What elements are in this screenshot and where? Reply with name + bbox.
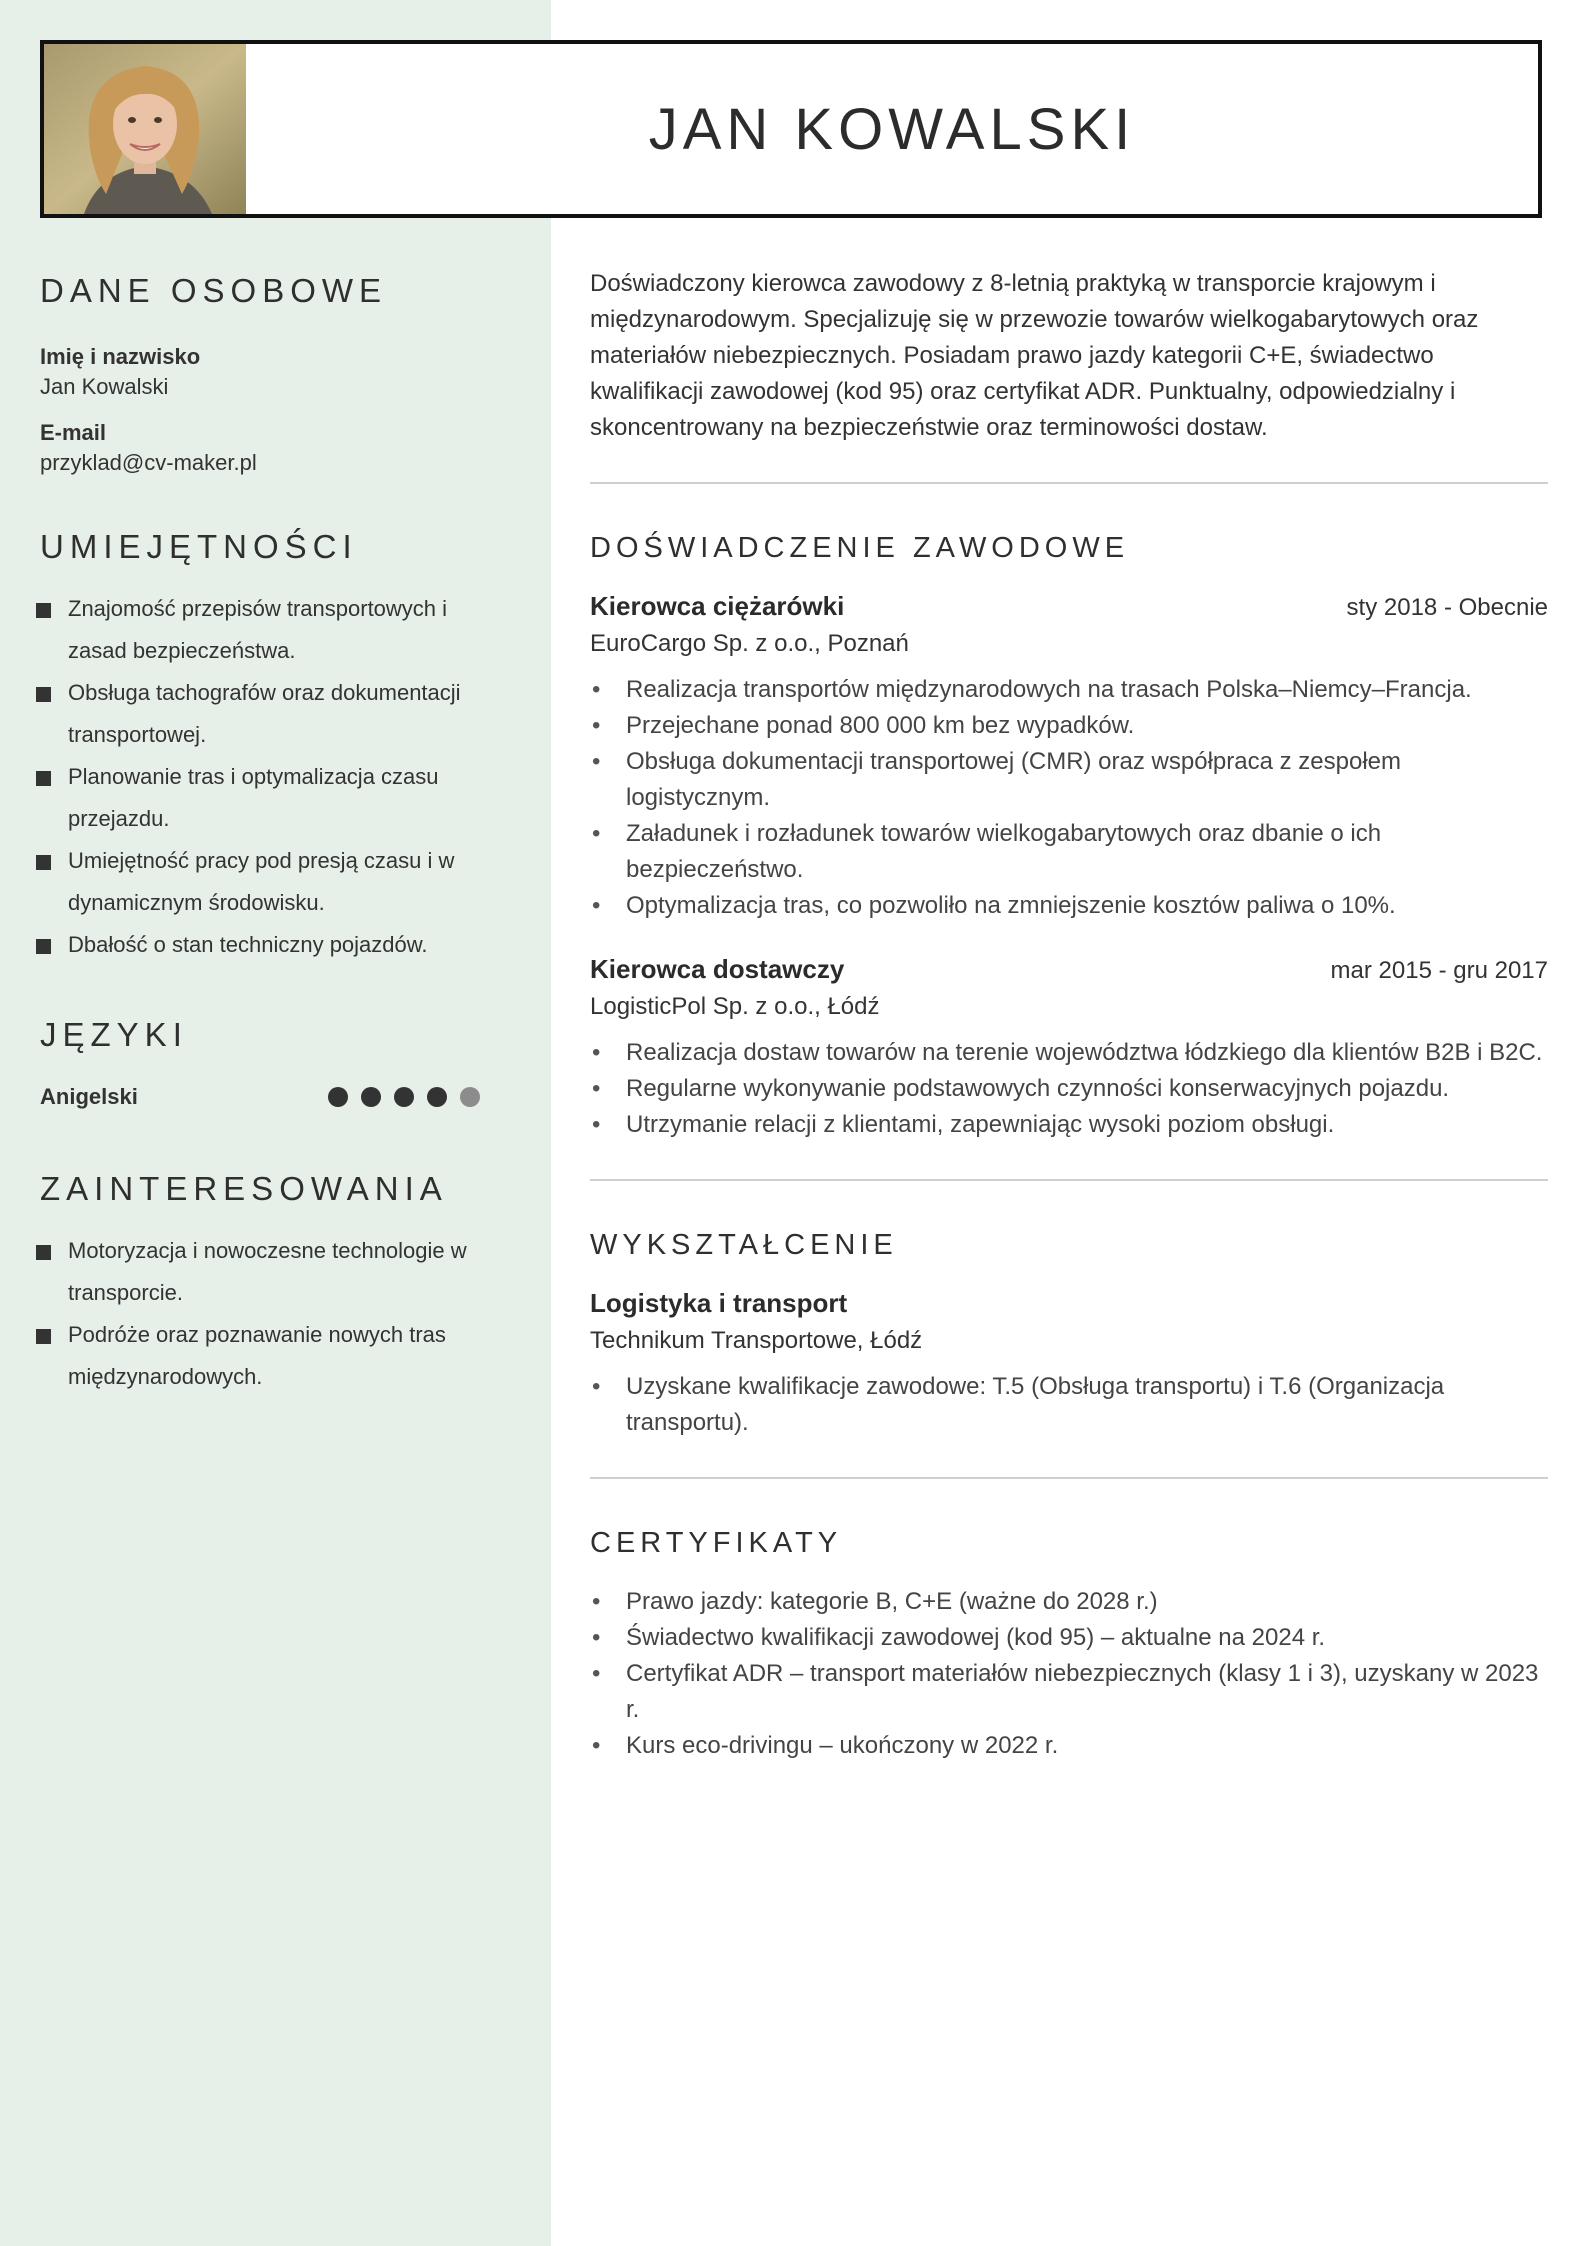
job-bullet: • Obsługa dokumentacji transportowej (CMR) oraz współpraca z zespołem logistycznym.: [590, 744, 1548, 816]
job-date: sty 2018 - Obecnie: [1346, 594, 1548, 621]
skills-list: [40, 588, 500, 966]
job-company: EuroCargo Sp. z o.o., Poznań: [590, 630, 909, 657]
job-bullet: • Optymalizacja tras, co pozwoliło na zmniejszenie kosztów paliwa o 10%.: [590, 888, 1548, 924]
full-name-value: Jan Kowalski: [40, 374, 169, 399]
main-content: [590, 266, 1548, 1764]
square-bullet-icon: [36, 771, 51, 786]
education-school: Technikum Transportowe, Łódź: [590, 1327, 923, 1354]
skill-item: Umiejętność pracy pod presją czasu i w dynamicznym środowisku.: [40, 840, 500, 924]
job-bullet: • Załadunek i rozładunek towarów wielkogabarytowych oraz dbanie o ich bezpieczeństwo.: [590, 816, 1548, 888]
square-bullet-icon: [36, 687, 51, 702]
education-title: Logistyka i transport: [590, 1288, 848, 1318]
skill-item: Dbałość o stan techniczny pojazdów.: [40, 924, 500, 966]
job-date: mar 2015 - gru 2017: [1330, 957, 1548, 984]
job-bullet: • Utrzymanie relacji z klientami, zapewniając wysoki poziom obsługi.: [590, 1107, 1548, 1143]
personal-data-heading: DANE OSOBOWE: [40, 272, 388, 309]
header-box: [40, 40, 1542, 218]
filled-dot-icon: [361, 1087, 381, 1107]
language-level-dots: [328, 1087, 480, 1107]
square-bullet-icon: [36, 855, 51, 870]
interest-item: Podróże oraz poznawanie nowych tras międzynarodowych.: [40, 1314, 500, 1398]
certificate-item: • Prawo jazdy: kategorie B, C+E (ważne do 2028 r.): [590, 1584, 1548, 1620]
job-bullet: • Realizacja transportów międzynarodowych na trasach Polska–Niemcy–Francja.: [590, 672, 1548, 708]
job-title: Kierowca dostawczy: [590, 954, 845, 984]
skills-heading: UMIEJĘTNOŚCI: [40, 528, 358, 565]
interests-heading: ZAINTERESOWANIA: [40, 1170, 448, 1207]
job-bullet: • Regularne wykonywanie podstawowych czynności konserwacyjnych pojazdu.: [590, 1071, 1548, 1107]
certificate-item: • Świadectwo kwalifikacji zawodowej (kod 95) – aktualne na 2024 r.: [590, 1620, 1548, 1656]
section-divider: [590, 1179, 1548, 1181]
square-bullet-icon: [36, 1245, 51, 1260]
email-value: przyklad@cv-maker.pl: [40, 450, 257, 475]
profile-photo: [44, 44, 246, 214]
job-bullets: [590, 1035, 1548, 1143]
job-header: [590, 591, 1548, 622]
certificates-heading: CERTYFIKATY: [590, 1527, 843, 1559]
square-bullet-icon: [36, 939, 51, 954]
square-bullet-icon: [36, 1329, 51, 1344]
interest-item: Motoryzacja i nowoczesne technologie w transporcie.: [40, 1230, 500, 1314]
languages-heading: JĘZYKI: [40, 1016, 188, 1053]
sidebar-content: [40, 272, 500, 1398]
job-company: LogisticPol Sp. z o.o., Łódź: [590, 993, 880, 1020]
email-label: E-mail: [40, 420, 107, 445]
section-divider: [590, 482, 1548, 484]
skill-item: Obsługa tachografów oraz dokumentacji transportowej.: [40, 672, 500, 756]
empty-dot-icon: [460, 1087, 480, 1107]
education-header: [590, 1288, 1548, 1319]
job-header: [590, 954, 1548, 985]
filled-dot-icon: [328, 1087, 348, 1107]
education-bullets: [590, 1369, 1548, 1441]
skill-item: Znajomość przepisów transportowych i zasad bezpieczeństwa.: [40, 588, 500, 672]
job-bullets: [590, 672, 1548, 924]
education-heading: WYKSZTAŁCENIE: [590, 1229, 898, 1261]
job-title: Kierowca ciężarówki: [590, 591, 845, 621]
job-bullet: • Realizacja dostaw towarów na terenie województwa łódzkiego dla klientów B2B i B2C.: [590, 1035, 1548, 1071]
skill-item: Planowanie tras i optymalizacja czasu przejazdu.: [40, 756, 500, 840]
experience-heading: DOŚWIADCZENIE ZAWODOWE: [590, 532, 1130, 564]
interests-list: [40, 1230, 500, 1398]
language-name: Anigelski: [40, 1084, 138, 1109]
profile-summary: Doświadczony kierowca zawodowy z 8-letnią praktyką w transporcie krajowym i międzynarodowym. Specjalizuję się w przewozie towarów wielkogabarytowych oraz materiałów niebezpiecznych. Posiadam prawo jazdy kategorii C+E, świadectwo kwalifikacji zawodowej (kod 95) oraz certyfikat ADR. Punktualny, odpowiedzialny i skoncentrowany na bezpieczeństwie oraz terminowości dostaw.: [590, 270, 1479, 441]
filled-dot-icon: [394, 1087, 414, 1107]
job-bullet: • Przejechane ponad 800 000 km bez wypadków.: [590, 708, 1548, 744]
certificate-item: • Kurs eco-drivingu – ukończony w 2022 r.: [590, 1728, 1548, 1764]
language-row: [40, 1084, 480, 1110]
certificates-list: [590, 1584, 1548, 1764]
section-divider: [590, 1477, 1548, 1479]
candidate-name: JAN KOWALSKI: [648, 96, 1136, 162]
full-name-label: Imię i nazwisko: [40, 344, 201, 369]
filled-dot-icon: [427, 1087, 447, 1107]
certificate-item: • Certyfikat ADR – transport materiałów niebezpiecznych (klasy 1 i 3), uzyskany w 2023 r.: [590, 1656, 1548, 1728]
square-bullet-icon: [36, 603, 51, 618]
education-bullet: • Uzyskane kwalifikacje zawodowe: T.5 (Obsługa transportu) i T.6 (Organizacja transportu).: [590, 1369, 1548, 1441]
